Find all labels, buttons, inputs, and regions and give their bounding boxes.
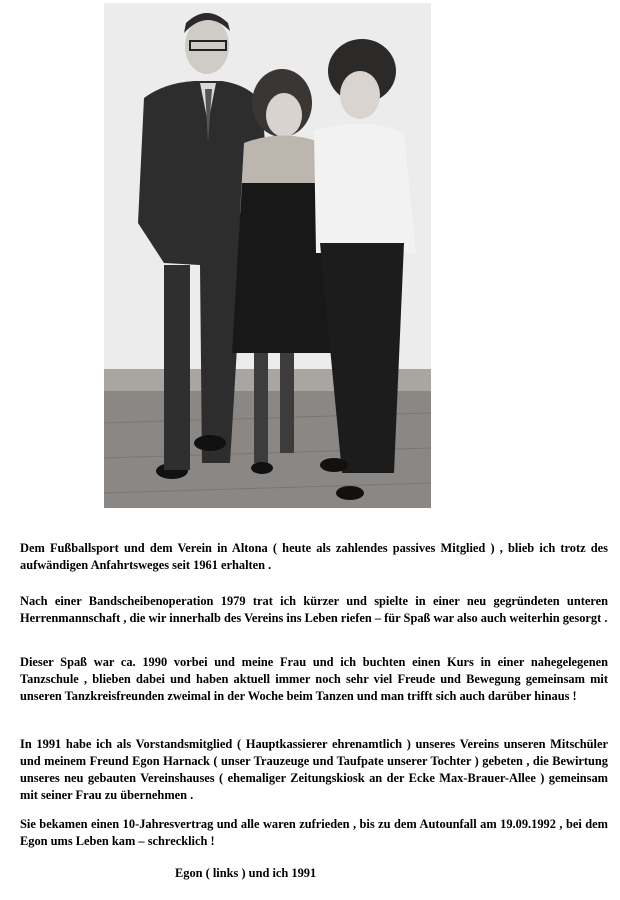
paragraph-board-member-1991: In 1991 habe ich als Vorstandsmitglied ( Hauptkassierer ehrenamtlich ) unseres Vereins unseren Mitschüler und meinem Freund Egon Harnack ( unser Trauzeuge und Taufpate unserer Tochter ) gebeten , die Bewirtung unseres neu gebauten Vereinshauses ( ehemaliger Zeitungskiosk an der Ecke Max-Brauer-Allee ) gemeinsam mit seiner Frau zu übernehmen . [20,737,608,802]
paragraph-operation-1979: Nach einer Bandscheibenoperation 1979 trat ich kürzer und spielte in einer neu gegründeten unteren Herrenmannschaft , die wir innerhalb des Vereins ins Leben riefen – für Spaß war also auch weiterhin gesorgt . [20,594,608,625]
paragraph-dance-school: Dieser Spaß war ca. 1990 vorbei und meine Frau und ich buchten einen Kurs in einer nahegelegenen Tanzschule , blieben dabei und haben aktuell immer noch sehr viel Freude und Bewegung gemeinsam mit unseren Tanzkreisfreunden zweimal in der Woche beim Tanzen und man trifft sich auch darüber hinaus ! [20,655,608,703]
family-photo [104,3,431,508]
photo-caption: Egon ( links ) und ich 1991 [175,866,317,880]
family-photo-icon [104,3,431,508]
paragraph-accident-1992: Sie bekamen einen 10-Jahresvertrag und alle waren zufrieden , bis zu dem Autounfall am 19.09.1992 , bei dem Egon ums Leben kam – schrecklich ! [20,817,608,848]
paragraph-football-club: Dem Fußballsport und dem Verein in Altona ( heute als zahlendes passives Mitglied ) , blieb ich trotz des aufwändigen Anfahrtsweges seit 1961 erhalten . [20,541,608,572]
